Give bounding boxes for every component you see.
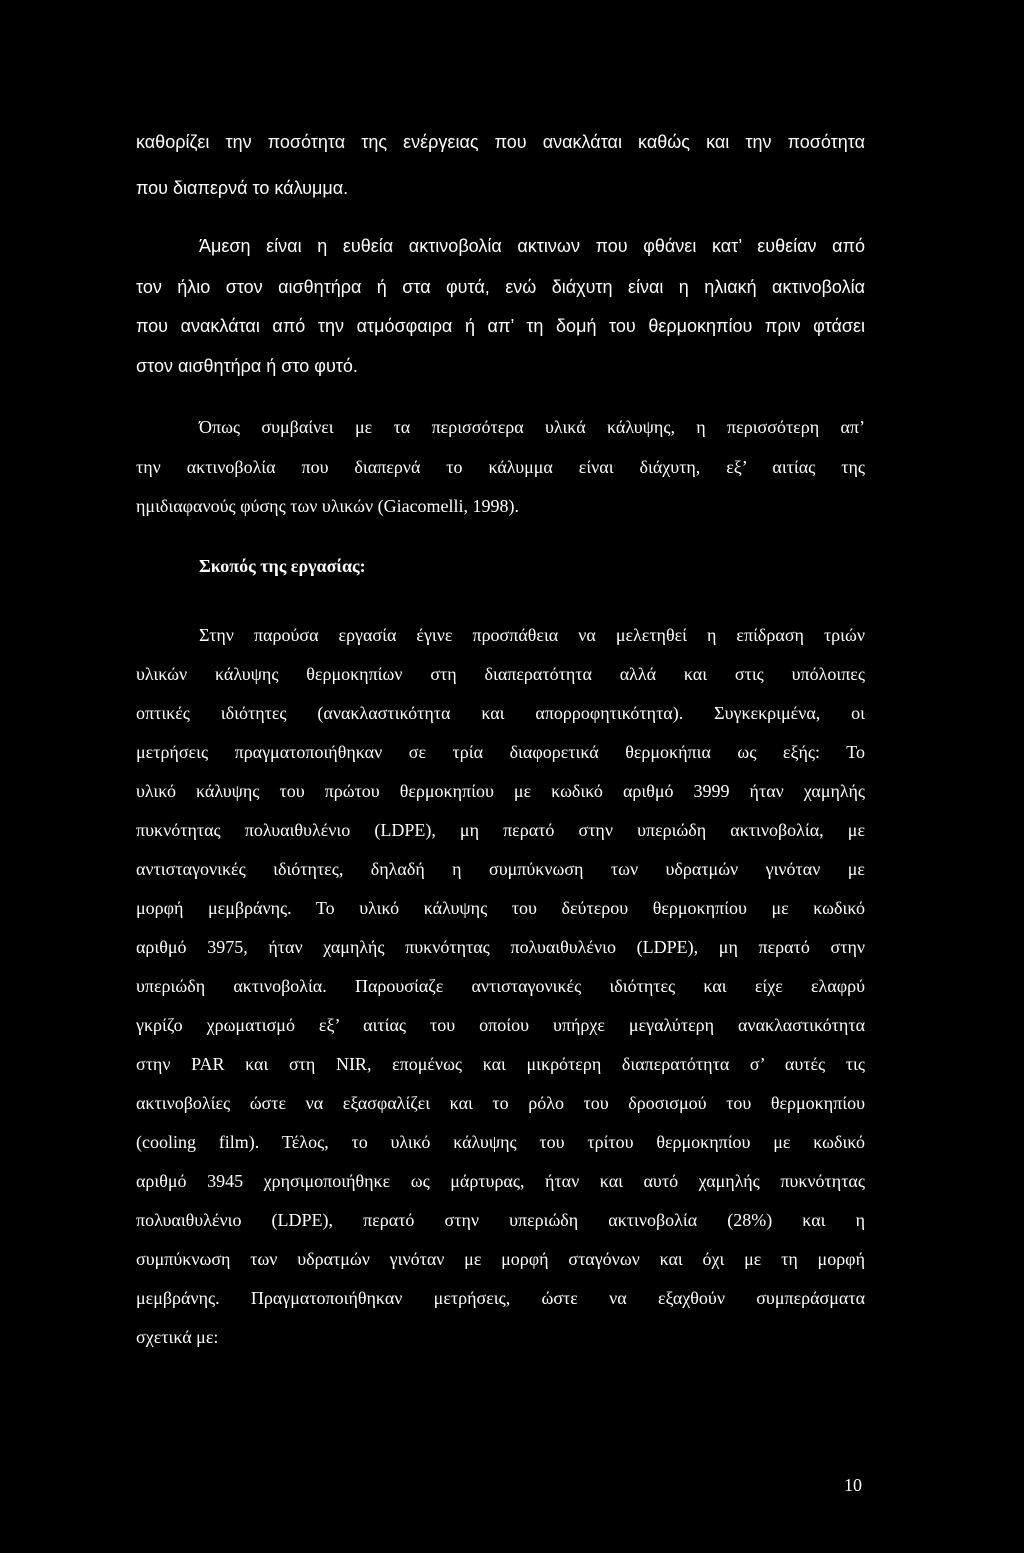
paragraph-line: ακτινοβολίες ώστε να εξασφαλίζει και το ρόλο του δροσισμού του θερμοκηπίου (136, 1093, 865, 1113)
paragraph-line: μεμβράνης. Πραγματοποιήθηκαν μετρήσεις, ώστε να εξαχθούν συμπεράσματα (136, 1288, 865, 1308)
paragraph-line: στον αισθητήρα ή στο φυτό. (136, 356, 358, 376)
paragraph-line: την ακτινοβολία που διαπερνά το κάλυμμα είναι διάχυτη, εξ’ αιτίας της (136, 457, 865, 477)
paragraph-line: πυκνότητας πολυαιθυλένιο (LDPE), μη περατό στην υπεριώδη ακτινοβολία, με (136, 820, 865, 840)
section-heading: Σκοπός της εργασίας: (199, 556, 366, 576)
paragraph-line: Στην παρούσα εργασία έγινε προσπάθεια να μελετηθεί η επίδραση τριών (199, 625, 865, 645)
paragraph-line: που ανακλάται από την ατμόσφαιρα ή απ’ τη δομή του θερμοκηπίου πριν φτάσει (136, 316, 865, 336)
paragraph-line: αριθμό 3945 χρησιμοποιήθηκε ως μάρτυρας, ήταν και αυτό χαμηλής πυκνότητας (136, 1171, 865, 1191)
paragraph-line: πολυαιθυλένιο (LDPE), περατό στην υπεριώδη ακτινοβολία (28%) και η (136, 1210, 865, 1230)
paragraph-line: συμπύκνωση των υδρατμών γινόταν με μορφή σταγόνων και όχι με τη μορφή (136, 1249, 865, 1269)
paragraph-line: (cooling film). Τέλος, το υλικό κάλυψης του τρίτου θερμοκηπίου με κωδικό (136, 1132, 865, 1152)
paragraph-line: υλικό κάλυψης του πρώτου θερμοκηπίου με κωδικό αριθμό 3999 ήταν χαμηλής (136, 781, 865, 801)
paragraph-line: γκρίζο χρωματισμό εξ’ αιτίας του οποίου υπήρχε μεγαλύτερη ανακλαστικότητα (136, 1015, 865, 1035)
paragraph-line: υπεριώδη ακτινοβολία. Παρουσίαζε αντισταγονικές ιδιότητες και είχε ελαφρύ (136, 976, 865, 996)
paragraph-line: ημιδιαφανούς φύσης των υλικών (Giacomelli, 1998). (136, 496, 520, 516)
paragraph-line: υλικών κάλυψης θερμοκηπίων στη διαπερατότητα αλλά και στις υπόλοιπες (136, 664, 865, 684)
paragraph-line: στην PAR και στη NIR, επομένως και μικρότερη διαπερατότητα σ’ αυτές τις (136, 1054, 865, 1074)
paragraph-line: καθορίζει την ποσότητα της ενέργειας που ανακλάται καθώς και την ποσότητα (136, 132, 865, 152)
page-number: 10 (844, 1475, 862, 1495)
paragraph-line: Άμεση είναι η ευθεία ακτινοβολία ακτινων που φθάνει κατ’ ευθείαν από (199, 236, 865, 256)
paragraph-line: σχετικά με: (136, 1327, 219, 1347)
paragraph-line: αριθμό 3975, ήταν χαμηλής πυκνότητας πολυαιθυλένιο (LDPE), μη περατό στην (136, 937, 865, 957)
paragraph-line: μορφή μεμβράνης. Το υλικό κάλυψης του δεύτερου θερμοκηπίου με κωδικό (136, 898, 865, 918)
paragraph-line: Όπως συμβαίνει με τα περισσότερα υλικά κάλυψης, η περισσότερη απ’ (199, 417, 865, 437)
paragraph-line: τον ήλιο στον αισθητήρα ή στα φυτά, ενώ διάχυτη είναι η ηλιακή ακτινοβολία (136, 277, 865, 297)
paragraph-line: οπτικές ιδιότητες (ανακλαστικότητα και απορροφητικότητα). Συγκεκριμένα, οι (136, 703, 865, 723)
paragraph-line: μετρήσεις πραγματοποιήθηκαν σε τρία διαφορετικά θερμοκήπια ως εξής: Το (136, 742, 865, 762)
paragraph-line: που διαπερνά το κάλυμμα. (136, 178, 349, 198)
paragraph-line: αντισταγονικές ιδιότητες, δηλαδή η συμπύκνωση των υδρατμών γινόταν με (136, 859, 865, 879)
